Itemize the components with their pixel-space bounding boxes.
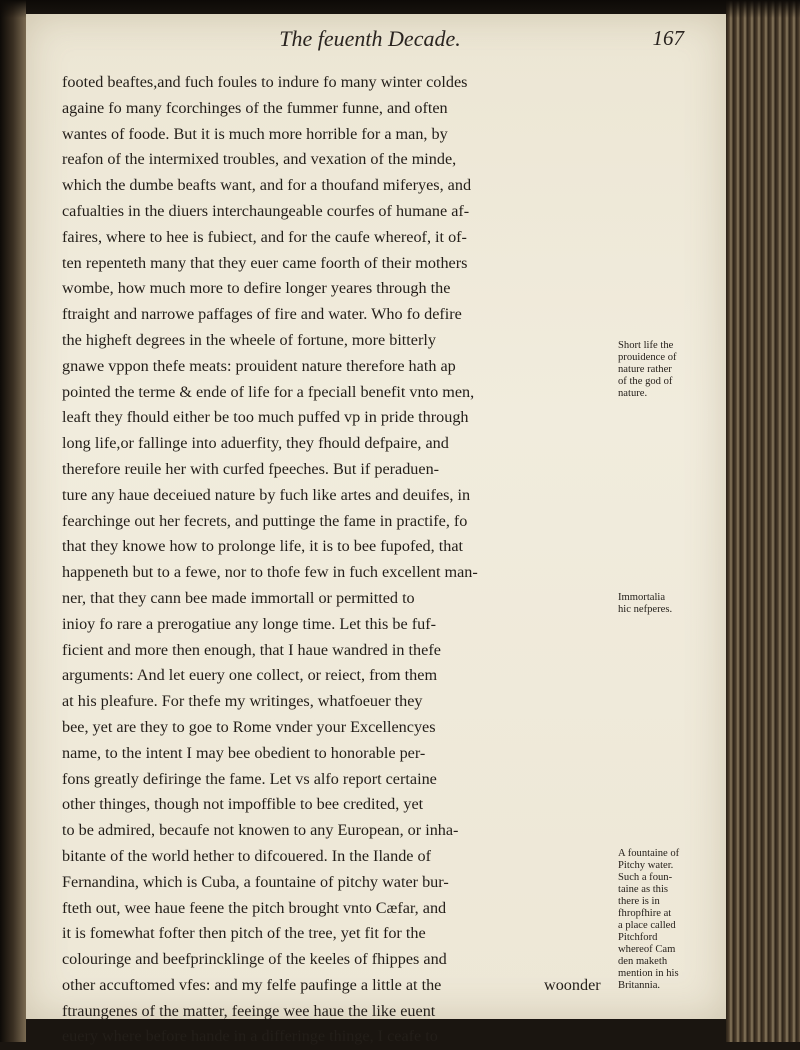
text-line: to be admired, becaufe not knowen to any European, or inha- [62,821,459,840]
text-line: faires, where to hee is fubiect, and for the caufe whereof, it of- [62,227,467,246]
text-line: leaft they fhould either be too much puffed vp in pride through [62,408,469,427]
margin-note-line: of the god of [618,376,673,387]
page-number: 167 [652,26,684,50]
margin-note-line: A fountaine of [618,848,680,859]
text-line: which the dumbe beafts want, and for a thoufand miferyes, and [62,176,472,195]
text-line: therefore reuile her with curfed fpeeches. But if peraduen- [62,459,440,478]
text-line: ficient and more then enough, that I haue wandred in thefe [62,640,441,659]
margin-note-line: prouidence of [618,352,677,363]
margin-note-line: Such a foun- [618,872,673,883]
text-line: bee, yet are they to goe to Rome vnder your Excellencyes [62,717,436,736]
text-line: Fernandina, which is Cuba, a fountaine of pitchy water bur- [62,872,449,891]
margin-note-line: nature. [618,388,648,399]
text-line: name, to the intent I may bee obedient to honorable per- [62,743,426,762]
text-line: footed beaftes,and fuch foules to indure fo many winter coldes [62,73,468,91]
text-line: cafualties in the diuers interchaungeable courfes of humane af- [62,201,470,220]
text-line: at his pleafure. For thefe my writinges, whatfoeuer they [62,692,423,711]
text-line: fons greatly defiringe the fame. Let vs alfo report certaine [62,769,437,788]
text-line: happeneth but to a fewe, nor to thofe few in fuch excellent man- [62,563,478,582]
margin-note-line: Pitchford [618,932,658,943]
text-line: pointed the terme & ende of life for a fpeciall benefit vnto men, [62,382,475,401]
page-fore-edge [726,0,800,1042]
running-head [50,22,690,58]
catchword: woonder [544,976,601,994]
text-line: arguments: And let euery one collect, or reiect, from them [62,666,438,685]
text-line: againe fo many fcorchinges of the fummer funne, and often [62,98,448,117]
body-text [62,70,618,1050]
margin-note-fountaine [618,848,718,992]
margin-note-line: taine as this [618,884,669,895]
book-spine-shadow [0,0,26,1042]
text-line: wantes of foode. But it is much more horrible for a man, by [62,124,448,143]
text-line: reafon of the intermixed troubles, and vexation of the minde, [62,150,457,169]
margin-note-line: den maketh [618,956,668,967]
margin-note-line: hic nefperes. [618,604,673,615]
text-line: euery where before hande in a differinge thinge, I ceafe to [62,1027,438,1046]
margin-note-line: Immortalia [618,592,666,603]
text-line: ftraight and narrowe paffages of fire and water. Who fo defire [62,305,462,324]
text-line: ten repenteth many that they euer came foorth of their mothers [62,253,468,272]
text-line: gnawe vppon thefe meats: prouident nature therefore hath ap [62,356,456,375]
margin-note-line: mention in his [618,968,679,979]
text-line: fearchinge out her fecrets, and puttinge the fame in practife, fo [62,511,468,530]
margin-note-immortalia [618,592,718,616]
text-line: wombe, how much more to defire longer yeares through the [62,279,451,298]
text-line: ture any haue deceiued nature by fuch like artes and deuifes, in [62,485,471,504]
margin-note-line: Britannia. [618,980,661,991]
margin-note-line: Pitchy water. [618,860,674,871]
text-line: the higheft degrees in the wheele of fortune, more bitterly [62,330,436,349]
text-line: ner, that they cann bee made immortall or permitted to [62,588,415,607]
text-line: fteth out, wee haue feene the pitch brought vnto Cæfar, and [62,898,447,917]
margin-note-line: whereof Cam [618,944,676,955]
margin-note-line: a place called [618,920,676,931]
text-line: colouringe and beefprincklinge of the keeles of fhippes and [62,950,447,969]
margin-note-line: Short life the [618,340,674,351]
text-line: that they knowe how to prolonge life, it is to bee fupofed, that [62,537,463,556]
margin-note-line: fhropfhire at [618,908,672,919]
text-line: ftraungenes of the matter, feeinge wee haue the like euent [62,1001,436,1020]
text-line: inioy fo rare a prerogatiue any longe time. Let this be fuf- [62,614,436,633]
margin-note-line: there is in [618,896,660,907]
text-line: other accuftomed vfes: and my felfe paufinge a little at the [62,975,442,994]
text-line: long life,or fallinge into aduerfity, they fhould defpaire, and [62,434,449,453]
margin-note-short-life [618,340,718,400]
text-line: it is fomewhat fofter then pitch of the tree, yet fit for the [62,924,426,943]
running-title: The feuenth Decade. [279,26,461,51]
text-line: bitante of the world hether to difcouered. In the Ilande of [62,846,432,865]
margin-note-line: nature rather [618,364,672,375]
text-line: other thinges, though not impoffible to bee credited, yet [62,795,424,814]
